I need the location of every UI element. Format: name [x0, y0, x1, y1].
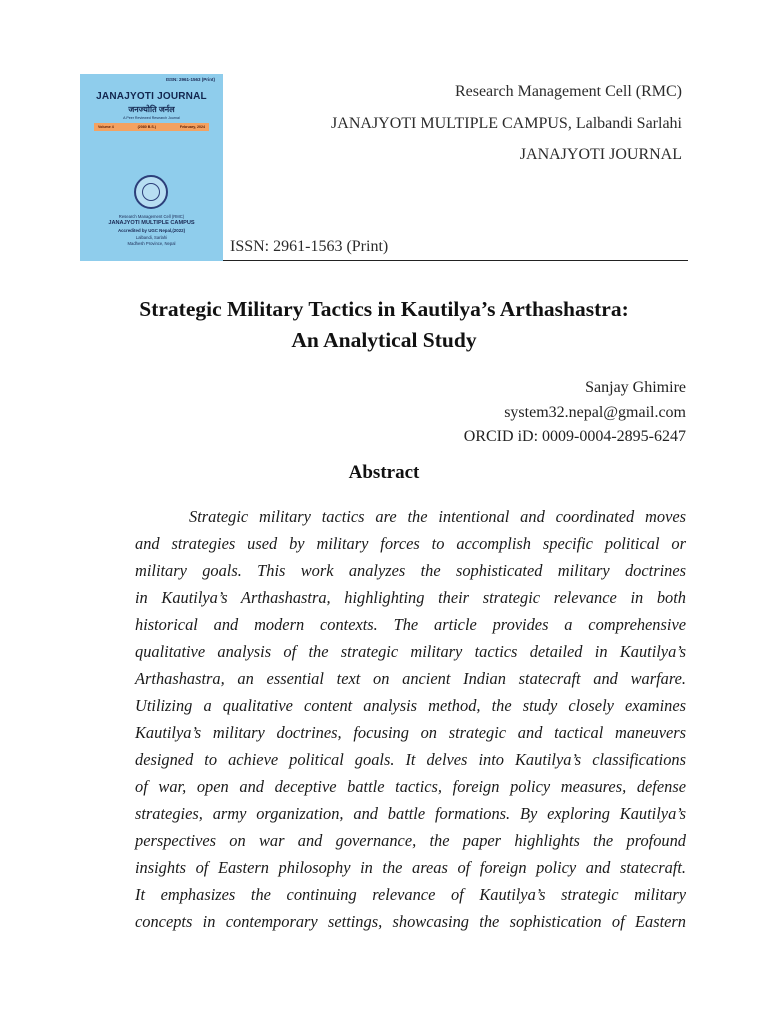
cover-location-2: Madhesh Province, Nepal [127, 241, 176, 246]
cover-accreditation: Accredited by UGC Nepal,(2022) [117, 228, 186, 233]
abstract-line: Strategic military tactics are the intentional and coordinated moves [189, 507, 686, 526]
abstract-line: concepts in contemporary settings, showcasing the sophistication of Eastern [135, 912, 686, 931]
abstract-line: Kautilya’s military doctrines, focusing on strategic and tactical maneuvers [135, 723, 686, 742]
abstract-line: and strategies used by military forces to accomplish specific political or [135, 534, 686, 553]
abstract-line: Utilizing a qualitative content analysis method, the study closely examines [135, 696, 686, 715]
campus-emblem-icon [134, 175, 168, 209]
cover-issn: ISSN: 2961-1563 (Print) [165, 77, 215, 82]
abstract-line: It emphasizes the continuing relevance of Kautilya’s strategic military [135, 885, 686, 904]
author-block [464, 376, 686, 450]
abstract-line: qualitative analysis of the strategic military tactics detailed in Kautilya’s [135, 642, 686, 661]
abstract-line: perspectives on war and governance, the paper highlights the profound [135, 831, 686, 850]
cover-year-bs: (2080 B.S.) [137, 125, 156, 129]
abstract-line: insights of Eastern philosophy in the areas of foreign policy and statecraft. [135, 858, 686, 877]
cover-cell: Research Management Cell (RMC) [118, 214, 185, 219]
author-orcid: ORCID iD: 0009-0004-2895-6247 [463, 428, 686, 445]
cover-volume: Volume 4 [98, 125, 114, 129]
header-campus: JANAJYOTI MULTIPLE CAMPUS, Lalbandi Sarlahi [331, 115, 682, 132]
abstract-line: strategies, army organization, and battle formations. By exploring Kautilya’s [135, 804, 686, 823]
abstract-line: of war, open and deceptive battle tactics, foreign policy measures, defense [135, 777, 686, 796]
journal-cover-image [80, 74, 223, 261]
author-email: system32.nepal@gmail.com [504, 403, 686, 421]
abstract-heading: Abstract [348, 462, 420, 483]
abstract-line: Arthashastra, an essential text on ancient Indian statecraft and warfare. [135, 669, 686, 688]
cover-date: February, 2024 [179, 125, 205, 129]
abstract-line: in Kautilya’s Arthashastra, highlighting their strategic relevance in both [135, 588, 686, 607]
cover-location-1: Lalbandi, Sarlahi [135, 235, 168, 240]
author-name: Sanjay Ghimire [585, 379, 686, 396]
paper-title [40, 294, 728, 356]
header-cell: Research Management Cell (RMC) [454, 83, 682, 100]
header-journal: JANAJYOTI JOURNAL [519, 146, 682, 163]
cover-title-devanagari: जनज्योति जर्नल [128, 105, 175, 114]
paper-title-line-2: An Analytical Study [291, 328, 477, 352]
cover-campus: JANAJYOTI MULTIPLE CAMPUS [108, 220, 195, 226]
header-issn: ISSN: 2961-1563 (Print) [230, 238, 389, 255]
abstract-line: military goals. This work analyzes the sophisticated military doctrines [135, 561, 686, 580]
abstract-line: historical and modern contexts. The article provides a comprehensive [135, 615, 686, 634]
abstract-line: designed to achieve political goals. It delves into Kautilya’s classifications [135, 750, 686, 769]
header-divider [223, 260, 688, 261]
cover-tagline: A Peer Reviewed Research Journal [123, 116, 180, 120]
paper-title-line-1: Strategic Military Tactics in Kautilya’s Arthashastra: [139, 297, 629, 321]
abstract-body [135, 503, 686, 935]
cover-title: JANAJYOTI JOURNAL [96, 91, 207, 102]
cover-issue-band [94, 123, 209, 131]
